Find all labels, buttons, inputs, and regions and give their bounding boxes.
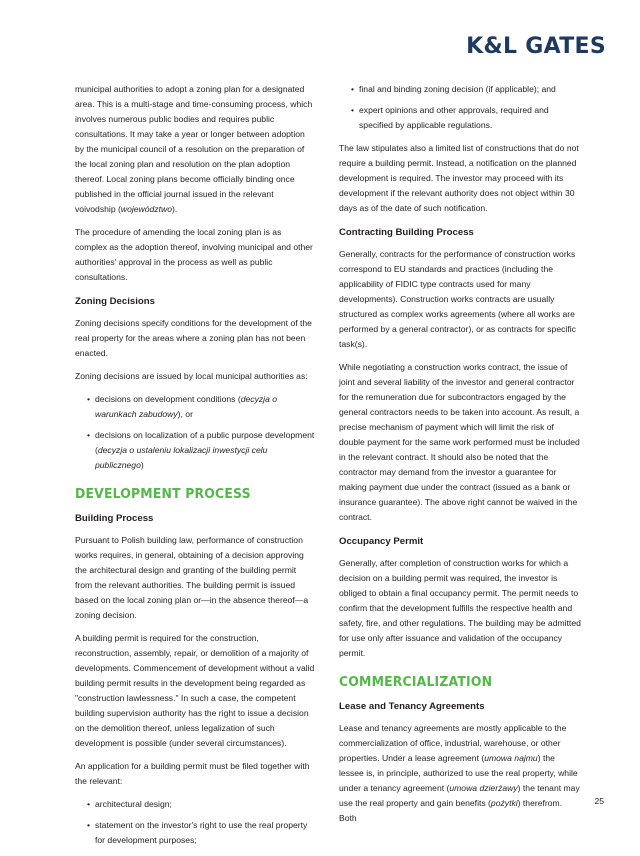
paragraph bbox=[339, 721, 582, 826]
text: ) bbox=[140, 460, 144, 470]
list-item: • expert opinions and other approvals, required and specified by applicable regulations. bbox=[339, 103, 582, 133]
text: municipal authorities to adopt a zoning plan for a designated area. This is a multi-stage and time-consuming process, which involves numerous public bodies and requires public consultations. It may take a year or longer between adoption by the municipal council of a resolution on the preparation of the local zoning plan and resolution on the plan adoption thereof. Local zoning plans become officially binding once published in the official journal issued in the relevant voivodship ( bbox=[75, 84, 313, 214]
italic-term: umowa dzierżawy bbox=[449, 783, 518, 793]
italic-term: pożytki bbox=[490, 798, 518, 808]
italic-term: umowa najmu bbox=[484, 753, 538, 763]
paragraph: Generally, contracts for the performance of construction works correspond to EU standards and practices (including the applicability of FIDIC type contracts used for many developments). Construction works contracts are usually structured as complex works agreements (where all works are performed by a general contractor), or as contracts for specific task(s). bbox=[339, 249, 576, 349]
occupancy-permit-heading: Occupancy Permit bbox=[339, 536, 424, 547]
list-item: • statement on the investor's right to use the real property for development purposes; bbox=[75, 818, 315, 848]
list-item bbox=[75, 428, 315, 473]
contracting-building-process-heading: Contracting Building Process bbox=[339, 227, 474, 238]
page-number: 25 bbox=[594, 796, 604, 806]
lease-tenancy-heading: Lease and Tenancy Agreements bbox=[339, 701, 485, 712]
paragraph bbox=[75, 82, 315, 217]
list-item bbox=[75, 392, 315, 422]
text: decisions on development conditions ( bbox=[95, 394, 241, 404]
paragraph: An application for a building permit must be filed together with the relevant: bbox=[75, 761, 310, 786]
text: ) the tenant may use the real property and gain benefits ( bbox=[339, 783, 580, 808]
development-process-heading: DEVELOPMENT PROCESS bbox=[75, 486, 251, 502]
paragraph: The law stipulates also a limited list of constructions that do not require a building permit. Instead, a notification on the planned development is required. The investor may proceed with its development if the relevant authority does not object within 30 days as of the date of such notification. bbox=[339, 143, 579, 213]
italic-term: województwo bbox=[120, 204, 172, 214]
paragraph: The procedure of amending the local zoning plan is as complex as the adoption thereof, involving municipal and other authorities' approval in the process as well as public consultations. bbox=[75, 227, 313, 282]
list-item: • architectural design; bbox=[75, 797, 315, 812]
italic-term: decyzja o ustaleniu lokalizacji inwestycji celu publicznego bbox=[95, 445, 268, 470]
zoning-list bbox=[75, 392, 315, 473]
text: ), or bbox=[177, 409, 193, 419]
text: decisions on localization of a public purpose development ( bbox=[95, 430, 315, 455]
paragraph: A building permit is required for the construction, reconstruction, assembly, repair, or demolition of a majority of developments. Commencement of development without a valid building permit results in the development being regarded as "construction lawlessness." In such a case, the competent building supervision authority has the right to issue a decision on the demolition thereof, unless legalization of such development is possible (under several circumstances). bbox=[75, 633, 315, 748]
paragraph: While negotiating a construction works contract, the issue of joint and several liability of the investor and general contractor for the remuneration due for subcontractors engaged by the general contractors needs to be taken into account. As result, a precise mechanism of payment which will limit the risk of double payment for the same work performed must be included in the relevant contract. It should also be noted that the contractor may demand from the investor a guarantee for making payment due under the contract (issued as a bank or insurance guarantee). The above right cannot be waived in the contract. bbox=[339, 362, 580, 522]
list-item: • final and binding zoning decision (if applicable); and bbox=[339, 82, 582, 97]
text: Lease and tenancy agreements are mostly applicable to the commercialization of office, industrial, warehouse, or other properties. Under a lease agreement ( bbox=[339, 723, 567, 763]
text: ). bbox=[171, 204, 178, 214]
commercialization-heading: COMMERCIALIZATION bbox=[339, 674, 493, 690]
paragraph: Generally, after completion of construction works for which a decision on a building permit was required, the investor is obliged to obtain a final occupancy permit. The permit needs to confirm that the development fulfills the respective health and safety, fire, and other regulations. The building may be admitted for use only after issuance and validation of the occupancy permit. bbox=[339, 558, 581, 658]
left-column bbox=[75, 82, 315, 856]
paragraph: Zoning decisions are issued by local municipal authorities as: bbox=[75, 371, 308, 381]
italic-term: decyzja o warunkach zabudowy bbox=[95, 394, 278, 419]
text: ) the lessee is, in principle, authorized to use the real property, while under a tenancy agreement ( bbox=[339, 753, 578, 793]
right-column bbox=[339, 82, 582, 834]
text: ) therefrom. Both bbox=[339, 798, 563, 823]
permit-requirements-list bbox=[75, 797, 315, 848]
permit-requirements-list-cont bbox=[339, 82, 582, 133]
zoning-decisions-heading: Zoning Decisions bbox=[75, 296, 155, 307]
paragraph: Zoning decisions specify conditions for the development of the real property for the areas where a zoning plan has not been enacted. bbox=[75, 318, 312, 358]
paragraph: Pursuant to Polish building law, performance of construction works requires, in general, obtaining of a decision approving the architectural design and granting of the building permit from the relevant authorities. The building permit is issued based on the local zoning plan or—in the absence thereof—a zoning decision. bbox=[75, 535, 309, 620]
building-process-heading: Building Process bbox=[75, 513, 154, 524]
kl-gates-logo: K&L GATES bbox=[466, 34, 606, 59]
